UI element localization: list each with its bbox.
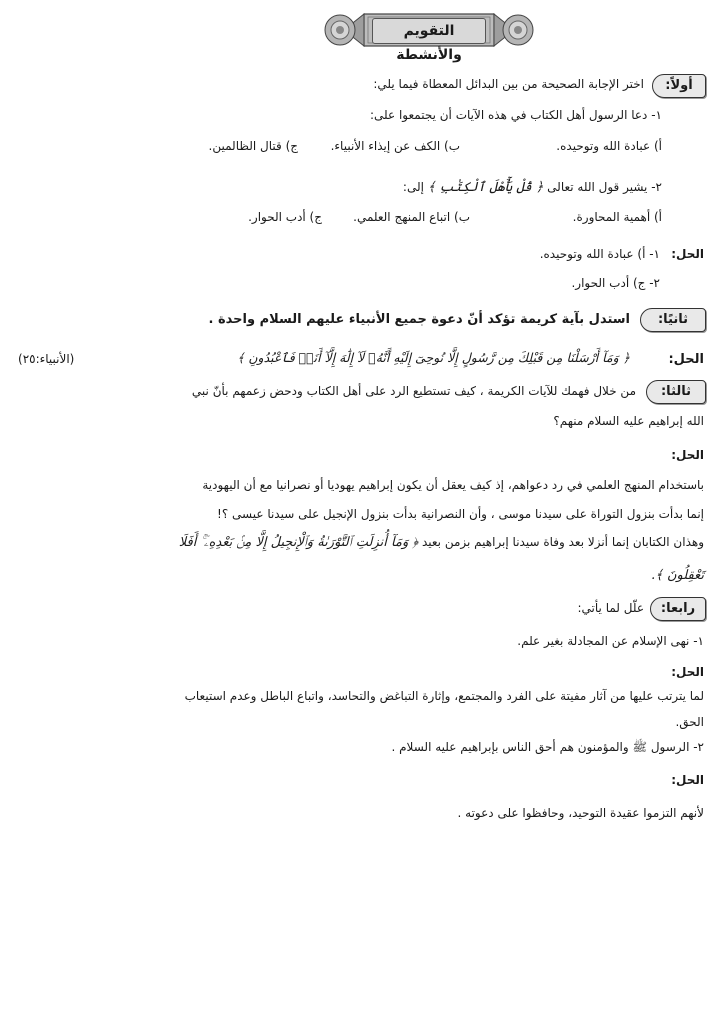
- solution-label: الحل:: [671, 773, 704, 787]
- q2-suffix: إلى:: [402, 180, 424, 194]
- question-2: [403, 180, 662, 195]
- answer-paragraph-line3: [179, 535, 704, 550]
- solution-label: الحل:: [671, 665, 704, 679]
- line3-text: وهذان الكتابان إنما أنزلا بعد وفاة سيدنا إبراهيم بزمن بعيد: [421, 535, 704, 549]
- section4-instruction: علّل لما يأتي:: [577, 601, 644, 615]
- q1-option-c: ج) قتال الظالمين.: [208, 139, 298, 153]
- q2-option-a: أ) أهمية المحاورة.: [572, 210, 662, 224]
- section-tag-fourth: رابعا:: [650, 597, 706, 621]
- question-1: ١- دعا الرسول أهل الكتاب في هذه الآيات أن يجتمعوا على:: [369, 108, 662, 122]
- reason-answer-1-line2: الحق.: [675, 715, 704, 729]
- solution-label: الحل:: [671, 247, 704, 261]
- q1-option-b: ب) الكف عن إيذاء الأنبياء.: [330, 139, 460, 153]
- section3-question-line2: الله إبراهيم عليه السلام منهم؟: [553, 414, 704, 428]
- q1-option-a: أ) عبادة الله وتوحيده.: [556, 139, 662, 153]
- solution-label: الحل:: [671, 448, 704, 462]
- solution-2: ٢- ج) أدب الحوار.: [571, 276, 660, 290]
- q2-verse: ﴿ قُلْ يَٰٓأَهْلَ ٱلْكِتَٰبِ ﴾: [427, 180, 544, 195]
- section-tag-first: أولاً:: [652, 74, 706, 98]
- section1-instruction: اختر الإجابة الصحيحة من بين البدائل المعطاة فيما يلي:: [373, 77, 644, 91]
- page-title: التقويم والأنشطة: [372, 18, 486, 44]
- q2-prefix: ٢- يشير قول الله تعالى: [547, 180, 662, 194]
- section3-question-line1: من خلال فهمك للآيات الكريمة ، كيف تستطيع الرد على أهل الكتاب ودحض زعمهم بأنّ نبي: [191, 384, 636, 398]
- answer-paragraph-line2: إنما بدأت بنزول التوراة على سيدنا موسى ، وأن النصرانية بدأت بنزول الإنجيل على سيدنا عيسى ؟!: [217, 507, 704, 521]
- answer-paragraph-line1: باستخدام المنهج العلمي في رد دعواهم، إذ كيف يعقل أن يكون إبراهيم يهوديا أو نصرانيا مع أن اليهودية: [202, 478, 704, 492]
- answer-verse-end: تَعْقِلُونَ ﴾.: [651, 568, 704, 583]
- solution-1: ١- أ) عبادة الله وتوحيده.: [539, 247, 660, 261]
- reason-question-2: ٢- الرسول ﷺ والمؤمنون هم أحق الناس بإبراهيم عليه السلام .: [391, 740, 704, 754]
- line3-verse: ﴿ وَمَآ أُنزِلَتِ ٱلتَّوْرَىٰةُ وَٱلْإِنجِيلُ إِلَّا مِنۢ بَعْدِهِۦٓ ۚ أَفَلَا: [178, 535, 419, 550]
- q2-option-b: ب) اتباع المنهج العلمي.: [353, 210, 470, 224]
- section-tag-second: ثانيًا:: [640, 308, 706, 332]
- reason-question-1: ١- نهى الإسلام عن المجادلة بغير علم.: [517, 634, 704, 648]
- solution-label: الحل:: [668, 352, 704, 367]
- reason-answer-1-line1: لما يترتب عليها من آثار مفيتة على الفرد والمجتمع، وإثارة التباغض والتحاسد، واتباع الباطل وعدم استيعاب: [184, 689, 704, 703]
- reason-answer-2: لأنهم التزموا عقيدة التوحيد، وحافظوا على دعوته .: [457, 806, 704, 820]
- quran-verse: ﴿ وَمَآ أَرْسَلْنَا مِن قَبْلِكَ مِن رَّسُولٍ إِلَّا نُوحِىٓ إِلَيْهِ أَنَّهُۥ لَآ إِلَٰهَ إِلَّآ أَنَا۠ فَٱعْبُدُونِ ﴾: [237, 350, 630, 365]
- section2-question: استدل بآية كريمة تؤكد أنّ دعوة جميع الأنبياء عليهم السلام واحدة .: [208, 312, 630, 327]
- verse-reference: (الأنبياء:٢٥): [18, 352, 75, 366]
- q2-option-c: ج) أدب الحوار.: [248, 210, 322, 224]
- section-tag-third: ثالثا:: [646, 380, 706, 404]
